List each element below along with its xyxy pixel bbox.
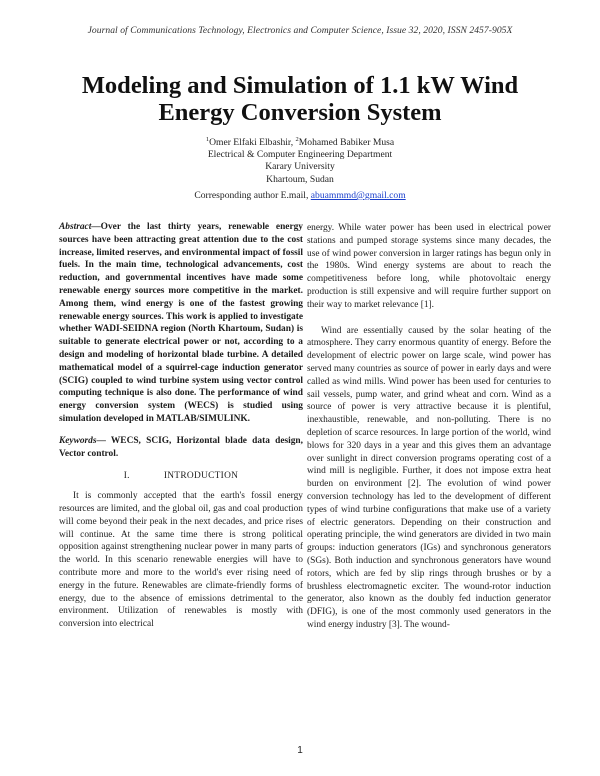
- author-block: [0, 137, 600, 186]
- title-line-1: Modeling and Simulation of 1.1 kW Wind: [81, 72, 519, 99]
- author2-name: Mohamed Babiker Musa: [298, 137, 395, 148]
- left-column: [59, 221, 303, 631]
- section-title: INTRODUCTION: [163, 471, 239, 482]
- keywords-text: — WECS, SCIG, Horizontal blade data design, Vector control.: [59, 435, 303, 459]
- paper-title: [40, 72, 560, 126]
- author-names: [0, 137, 600, 149]
- author2-affiliation-mark: 2: [295, 135, 299, 143]
- corresponding-author: [0, 190, 600, 201]
- abstract-label: Abstract: [59, 222, 92, 232]
- intro-paragraph-1-continued: energy. While water power has been used in electrical power stations and pumped storage systems since many decades, the use of wind power conversion in larger ratings has begun only in the 1980s. Wind energy systems are about to reach the competitiveness before long, while photovoltaic energy production is still expensive and will require further support on their way to market relevance [1].: [307, 223, 551, 310]
- university: Karary University: [265, 161, 335, 173]
- abstract-text: —Over the last thirty years, renewable energy sources have been attracting great attention due to the cost increase, limited reserves, and environmental impact of fossil fuels. In the main time, technological advancements, cost reduction, and governmental incentives have made some renewable energy sources more competitive in the market. Among them, wind energy is one of the fastest growing renewable energy sources. This work is applied to investigate whether WADI-SEIDNA region (North Khartoum, Sudan) is suitable to generate electrical power or not, according to a design and modeling of horizontal blade turbine. A detailed mathematical model of a squirrel-cage induction generator (SCIG) coupled to wind turbine system using vector control computing technique is also done. The performance of wind energy conversion system (WECS) is studied using simulation developed in MATLAB/SIMULINK.: [59, 222, 303, 424]
- email-link[interactable]: abuammmd@gmail.com: [310, 190, 406, 201]
- intro-paragraph-2: Wind are essentially caused by the solar heating of the atmosphere. They carry enormous quantity of energy. Before the development of electric power on large scale, wind power has served many countries as source of power in early days and were called as wind mills. Wind power has been used for centuries to sail vessels, pump water, and grind wheat and corn. Wind as a source of power is very attractive because it is plentiful, inexhaustible, renewable, and non-polluting. There is no depletion of scarce resources. In large portion of the world, wind blows for 320 days in a year and this gives them an advantage over sunlight in direct conversion programs operating cost of a wind mill is negligible. Further, it does not impose extra heat burden on environment [2]. The evolution of wind power conversion technology has led to the development of different types of wind turbine configurations that make use of a variety of electric generators. Depending on their construction and operating principle, the wind generators are divided in two main groups: induction generators (IGs) and synchronous generators (SGs). Both induction and synchronous generators have wound rotors, which are fed by slip rings through brushes or by a brushless electromagnetic exciter. The wound-rotor induction generator, also known as the doubly fed induction generator (DFIG), is one of the most commonly used generators in the wind energy industry [3]. The wound-: [307, 325, 551, 630]
- journal-header: Journal of Communications Technology, Electronics and Computer Science, Issue 32, 2020, ISSN 2457-905X: [87, 25, 513, 36]
- page-number: 1: [297, 745, 303, 756]
- corresponding-label: Corresponding author E.mail,: [194, 190, 311, 201]
- author1-affiliation-mark: 1: [205, 135, 210, 143]
- right-column: [307, 222, 551, 632]
- location: Khartoum, Sudan: [266, 173, 334, 185]
- title-line-2: Energy Conversion System: [158, 99, 442, 126]
- intro-paragraph-1: It is commonly accepted that the earth's fossil energy resources are limited, and the global oil, gas and coal production will come beyond their peak in the next decades, and price rises will continue. At the same time there is strong political opposition against strengthening nuclear power in many parts of the world. In this scenario renewable energies will have to contribute more and more to the world's ever rising need of energy in the future. Renewables are climate-friendly forms of energy, due to the absence of emissions detrimental to the environment. Utilization of renewables is mostly with conversion into electrical: [59, 491, 303, 630]
- author1-name: Omer Elfaki Elbashir,: [209, 137, 296, 148]
- department: Electrical & Computer Engineering Department: [207, 149, 393, 161]
- section-number: I.: [123, 471, 130, 482]
- keywords-label: Keywords: [59, 435, 97, 446]
- section-heading-introduction: [59, 470, 303, 483]
- keywords: [59, 435, 303, 461]
- abstract: [59, 221, 303, 426]
